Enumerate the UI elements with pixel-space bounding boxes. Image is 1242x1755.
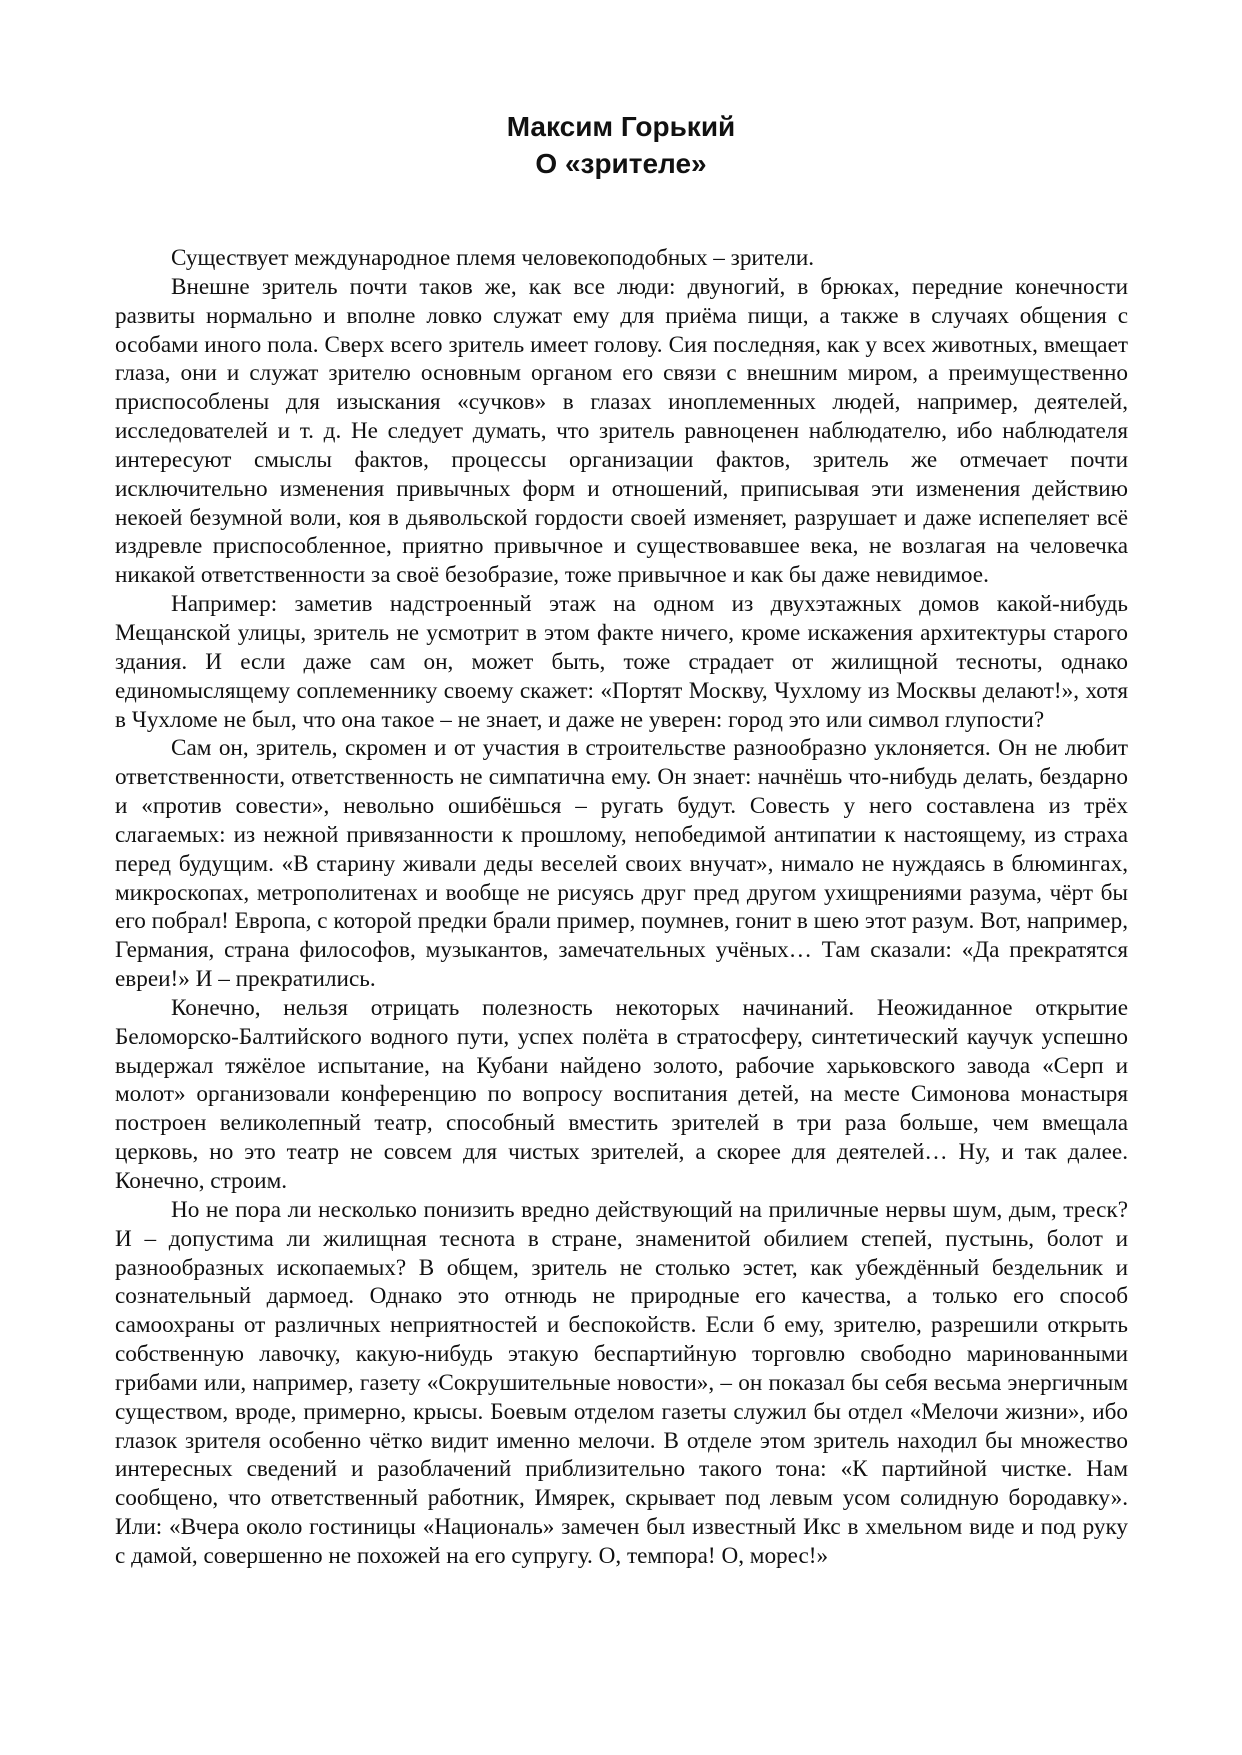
- paragraph: Конечно, нельзя отрицать полезность некоторых начинаний. Неожиданное открытие Беломорско-Балтийского водного пути, успех полёта в стратосферу, синтетический каучук успешно выдержал тяжёлое испытание, на Кубани найдено золото, рабочие харьковского завода «Серп и молот» организовали конференцию по вопросу воспитания детей, на месте Симонова монастыря построен великолепный театр, способный вместить зрителей в три раза больше, чем вмещала церковь, но это театр не совсем для чистых зрителей, а скорее для деятелей… Ну, и так далее. Конечно, строим.: [115, 994, 1128, 1194]
- author-name: Максим Горький: [506, 111, 736, 142]
- paragraph: Сам он, зритель, скромен и от участия в строительстве разнообразно уклоняется. Он не любит ответственности, ответственность не симпатична ему. Он знает: начнёшь что-нибудь делать, бездарно и «против совести», невольно ошибёшься – ругать будут. Совесть у него составлена из трёх слагаемых: из нежной привязанности к прошлому, непобедимой антипатии к настоящему, из страха перед будущим. «В старину живали деды веселей своих внучат», нимало не нуждаясь в блюмингах, микроскопах, метрополитенах и вообще не рисуясь друг пред другом ухищрениями разума, чёрт бы его побрал! Европа, с которой предки брали пример, поумнев, гонит в шею этот разум. Вот, например, Германия, страна философов, музыкантов, замечательных учёных… Там сказали: «Да прекратятся евреи!» И – прекратились.: [115, 735, 1128, 993]
- essay-title: О «зрителе»: [535, 148, 707, 179]
- paragraph: Но не пора ли несколько понизить вредно действующий на приличные нервы шум, дым, треск? И – допустима ли жилищная теснота в стране, знаменитой обилием степей, пустынь, болот и разнообразных ископаемых? В общем, зритель не столько эстет, как убеждённый бездельник и сознательный дармоед. Однако это отнюдь не природные его качества, а только его способ самоохраны от различных неприятностей и беспокойств. Если б ему, зрителю, разрешили открыть собственную лавочку, какую-нибудь этакую беспартийную торговлю свободно маринованными грибами или, например, газету «Сокрушительные новости», – он показал бы себя весьма энергичным существом, вроде, примерно, крысы. Боевым отделом газеты служил бы отдел «Мелочи жизни», ибо глазок зрителя особенно чётко видит именно мелочи. В отделе этом зритель находил бы множество интересных сведений и разоблачений приблизительно такого тона: «К партийной чистке. Нам сообщено, что ответственный работник, Имярек, скрывает под левым усом солидную бородавку». Или: «Вчера около гостиницы «Националь» замечен был известный Икс в хмельном виде и под руку с дамой, совершенно не похожей на его супругу. О, темпора! О, морес!»: [115, 1196, 1128, 1569]
- body-text: [115, 244, 1128, 1571]
- title-block: [0, 108, 1242, 182]
- paragraph: Существует международное племя человекоподобных – зрители.: [171, 245, 815, 271]
- paragraph: Например: заметив надстроенный этаж на одном из двухэтажных домов какой-нибудь Мещанской улицы, зритель не усмотрит в этом факте ничего, кроме искажения архитектуры старого здания. И если даже сам он, может быть, тоже страдает от жилищной тесноты, однако единомыслящему соплеменнику своему скажет: «Портят Москву, Чухлому из Москвы делают!», хотя в Чухломе не был, что она такое – не знает, и даже не уверен: город это или символ глупости?: [115, 591, 1128, 733]
- paragraph: Внешне зритель почти таков же, как все люди: двуногий, в брюках, передние конечности развиты нормально и вполне ловко служат ему для приёма пищи, а также в случаях общения с особами иного пола. Сверх всего зритель имеет голову. Сия последняя, как у всех животных, вмещает глаза, они и служат зрителю основным органом его связи с внешним миром, а преимущественно приспособлены для изыскания «сучков» в глазах иноплеменных людей, например, деятелей, исследователей и т. д. Не следует думать, что зритель равноценен наблюдателю, ибо наблюдателя интересуют смыслы фактов, процессы организации фактов, зритель же отмечает почти исключительно изменения привычных форм и отношений, приписывая эти изменения действию некоей безумной воли, коя в дьявольской гордости своей изменяет, разрушает и даже испепеляет всё издревле приспособленное, приятно привычное и существовавшее века, не возлагая на человечка никакой ответственности за своё безобразие, тоже привычное и как бы даже невидимое.: [115, 273, 1128, 589]
